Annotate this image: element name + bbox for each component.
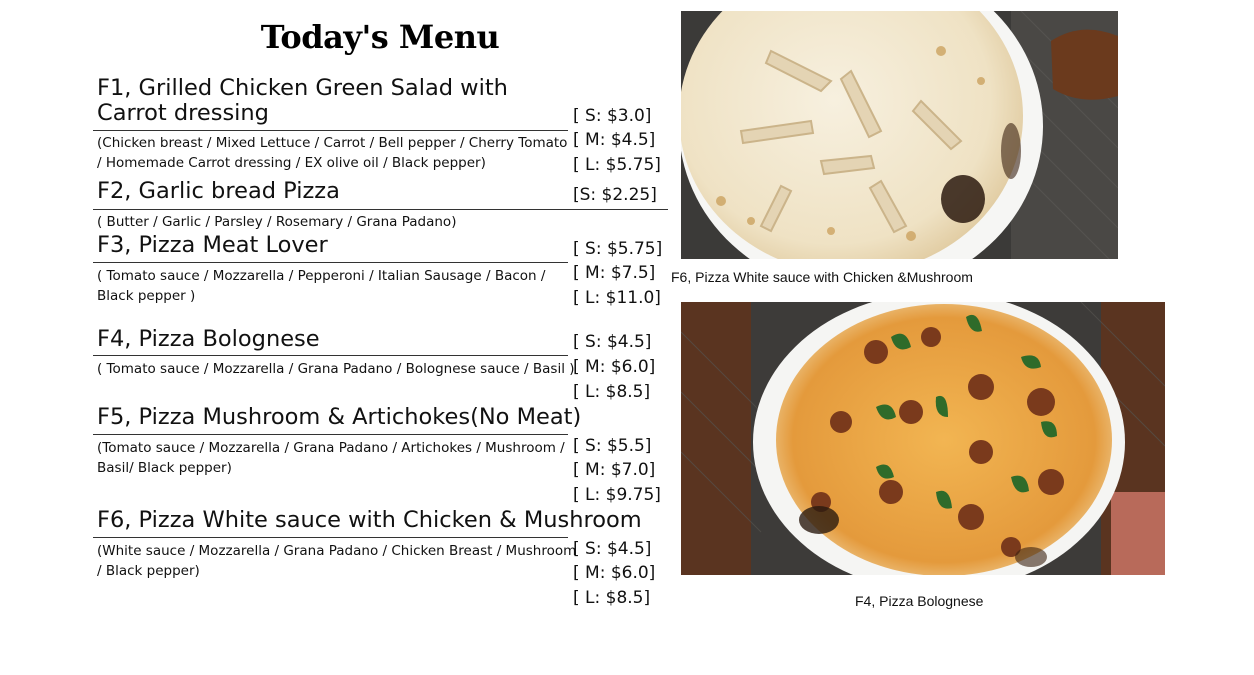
item-description-line: ( Butter / Garlic / Parsley / Rosemary / Grana Padano)	[97, 214, 457, 230]
item-description-line: / Black pepper)	[97, 563, 200, 579]
divider	[93, 434, 568, 435]
price-large: [ L: $11.0]	[573, 288, 661, 308]
price-small: [ S: $5.75]	[573, 239, 663, 259]
item-name-line: F2, Garlic bread Pizza	[97, 178, 340, 204]
divider	[93, 209, 668, 210]
price-medium: [ M: $4.5]	[573, 130, 656, 150]
item-description-line: (Chicken breast / Mixed Lettuce / Carrot / Bell pepper / Cherry Tomato	[97, 135, 568, 151]
item-name-line: F5, Pizza Mushroom & Artichokes(No Meat)	[97, 404, 582, 430]
price-medium: [ M: $6.0]	[573, 563, 656, 583]
white-sauce-pizza-caption: F6, Pizza White sauce with Chicken &Mushroom	[671, 269, 973, 285]
price-small: [ S: $4.5]	[573, 539, 652, 559]
item-description-line: Black pepper )	[97, 288, 196, 304]
item-description-line: Basil/ Black pepper)	[97, 460, 232, 476]
divider	[93, 262, 568, 263]
price-small: [ S: $5.5]	[573, 436, 652, 456]
bolognese-pizza-caption: F4, Pizza Bolognese	[855, 593, 984, 609]
item-description-line: ( Tomato sauce / Mozzarella / Grana Padano / Bolognese sauce / Basil )	[97, 361, 575, 377]
item-name-line: F4, Pizza Bolognese	[97, 326, 320, 352]
price-medium: [ M: $7.5]	[573, 263, 656, 283]
divider	[93, 537, 568, 538]
item-name-line: F6, Pizza White sauce with Chicken & Mushroom	[97, 507, 642, 533]
price-small: [ S: $3.0]	[573, 106, 652, 126]
menu-title: Today's Menu	[260, 18, 500, 56]
white-sauce-pizza-photo	[681, 11, 1118, 259]
item-description-line: ( Tomato sauce / Mozzarella / Pepperoni / Italian Sausage / Bacon /	[97, 268, 546, 284]
price-large: [ L: $8.5]	[573, 588, 651, 608]
price-medium: [ M: $6.0]	[573, 357, 656, 377]
price-small: [ S: $4.5]	[573, 332, 652, 352]
item-description-line: / Homemade Carrot dressing / EX olive oil / Black pepper)	[97, 155, 486, 171]
price-small: [S: $2.25]	[573, 185, 657, 205]
item-name-line: F1, Grilled Chicken Green Salad with	[97, 75, 508, 101]
item-name-line: F3, Pizza Meat Lover	[97, 232, 328, 258]
item-description-line: (White sauce / Mozzarella / Grana Padano / Chicken Breast / Mushroom	[97, 543, 577, 559]
item-description-line: (Tomato sauce / Mozzarella / Grana Padano / Artichokes / Mushroom /	[97, 440, 565, 456]
price-large: [ L: $9.75]	[573, 485, 661, 505]
price-medium: [ M: $7.0]	[573, 460, 656, 480]
price-large: [ L: $8.5]	[573, 382, 651, 402]
divider	[93, 130, 568, 131]
item-name-line: Carrot dressing	[97, 100, 269, 126]
bolognese-pizza-photo	[681, 302, 1165, 575]
divider	[93, 355, 568, 356]
price-large: [ L: $5.75]	[573, 155, 661, 175]
